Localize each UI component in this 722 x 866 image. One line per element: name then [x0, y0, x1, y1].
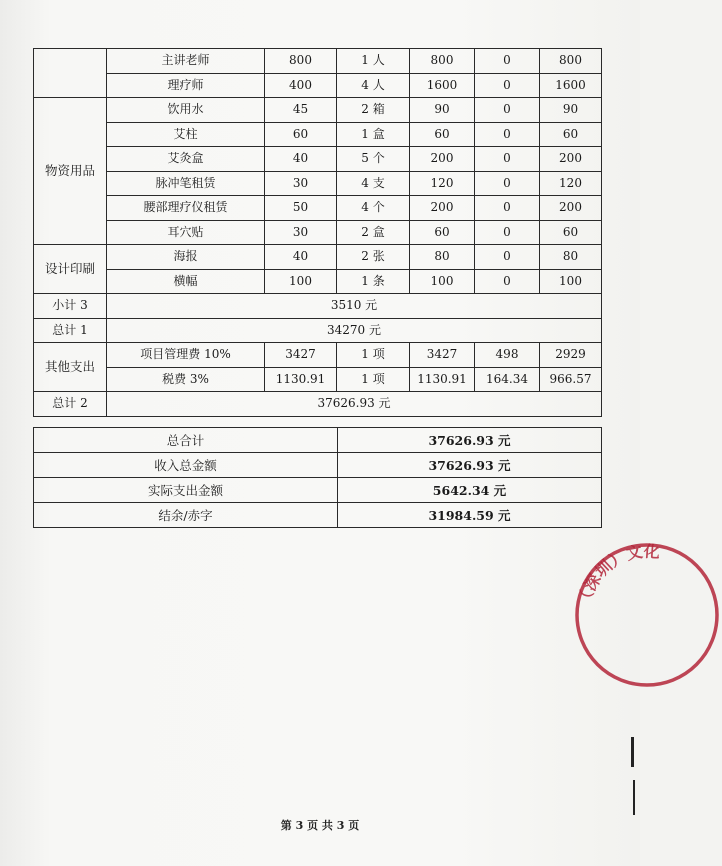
scan-edge-mark [631, 737, 634, 767]
deduction: 0 [475, 245, 540, 270]
total-value: 37626.93 元 [107, 392, 602, 417]
quantity: 2 盒 [337, 220, 410, 245]
item-name: 理疗师 [107, 73, 265, 98]
group-cell-personnel [34, 49, 107, 98]
deduction: 0 [475, 269, 540, 294]
total: 200 [540, 196, 602, 221]
unit-price: 60 [265, 122, 337, 147]
unit-price: 3427 [265, 343, 337, 368]
amount: 60 [410, 220, 475, 245]
amount: 80 [410, 245, 475, 270]
total-label: 总计 1 [34, 318, 107, 343]
item-name: 海报 [107, 245, 265, 270]
quantity: 1 盒 [337, 122, 410, 147]
item-name: 税费 3% [107, 367, 265, 392]
deduction: 0 [475, 171, 540, 196]
summary-row [34, 428, 602, 453]
unit-price: 800 [265, 49, 337, 74]
deduction: 164.34 [475, 367, 540, 392]
table-row [34, 367, 602, 392]
table-row [34, 98, 602, 123]
total: 80 [540, 245, 602, 270]
summary-value: 37626.93 元 [338, 428, 602, 453]
seal-text: （深圳）文化 [574, 541, 661, 609]
summary-label: 总合计 [34, 428, 338, 453]
quantity: 2 箱 [337, 98, 410, 123]
item-name: 项目管理费 10% [107, 343, 265, 368]
quantity: 4 人 [337, 73, 410, 98]
total: 966.57 [540, 367, 602, 392]
table-row [34, 147, 602, 172]
amount: 200 [410, 196, 475, 221]
scan-edge-mark [633, 780, 635, 815]
summary-table [33, 427, 602, 528]
deduction: 0 [475, 196, 540, 221]
total: 800 [540, 49, 602, 74]
quantity: 4 个 [337, 196, 410, 221]
svg-text:（深圳）文化 [574, 542, 660, 609]
quantity: 2 张 [337, 245, 410, 270]
unit-price: 100 [265, 269, 337, 294]
quantity: 4 支 [337, 171, 410, 196]
quantity: 1 条 [337, 269, 410, 294]
total: 2929 [540, 343, 602, 368]
table-row [34, 171, 602, 196]
total-row [34, 392, 602, 417]
deduction: 0 [475, 147, 540, 172]
unit-price: 1130.91 [265, 367, 337, 392]
unit-price: 45 [265, 98, 337, 123]
summary-row [34, 503, 602, 528]
summary-value: 31984.59 元 [338, 503, 602, 528]
amount: 60 [410, 122, 475, 147]
table-row [34, 122, 602, 147]
table-row [34, 73, 602, 98]
total-label: 总计 2 [34, 392, 107, 417]
item-name: 饮用水 [107, 98, 265, 123]
unit-price: 30 [265, 220, 337, 245]
amount: 90 [410, 98, 475, 123]
table-row [34, 196, 602, 221]
deduction: 498 [475, 343, 540, 368]
item-name: 脉冲笔租赁 [107, 171, 265, 196]
subtotal-label: 小计 3 [34, 294, 107, 319]
amount: 3427 [410, 343, 475, 368]
summary-label: 实际支出金额 [34, 478, 338, 503]
company-seal-stamp [572, 540, 722, 690]
amount: 200 [410, 147, 475, 172]
item-name: 腰部理疗仪租赁 [107, 196, 265, 221]
unit-price: 40 [265, 147, 337, 172]
quantity: 1 人 [337, 49, 410, 74]
deduction: 0 [475, 73, 540, 98]
amount: 100 [410, 269, 475, 294]
unit-price: 40 [265, 245, 337, 270]
subtotal-value: 3510 元 [107, 294, 602, 319]
summary-label: 结余/赤字 [34, 503, 338, 528]
total: 100 [540, 269, 602, 294]
item-name: 主讲老师 [107, 49, 265, 74]
group-label-materials: 物资用品 [34, 98, 107, 245]
total-value: 34270 元 [107, 318, 602, 343]
total: 60 [540, 220, 602, 245]
deduction: 0 [475, 98, 540, 123]
quantity: 1 项 [337, 343, 410, 368]
subtotal-row [34, 294, 602, 319]
item-name: 艾灸盒 [107, 147, 265, 172]
deduction: 0 [475, 49, 540, 74]
total: 90 [540, 98, 602, 123]
deduction: 0 [475, 122, 540, 147]
table-row [34, 49, 602, 74]
total: 120 [540, 171, 602, 196]
summary-row [34, 478, 602, 503]
amount: 1130.91 [410, 367, 475, 392]
total: 200 [540, 147, 602, 172]
table-row [34, 343, 602, 368]
table-row [34, 220, 602, 245]
amount: 1600 [410, 73, 475, 98]
deduction: 0 [475, 220, 540, 245]
amount: 120 [410, 171, 475, 196]
group-label-other: 其他支出 [34, 343, 107, 392]
unit-price: 400 [265, 73, 337, 98]
quantity: 1 项 [337, 367, 410, 392]
total: 60 [540, 122, 602, 147]
budget-table [33, 48, 602, 417]
total: 1600 [540, 73, 602, 98]
quantity: 5 个 [337, 147, 410, 172]
summary-value: 5642.34 元 [338, 478, 602, 503]
item-name: 耳穴贴 [107, 220, 265, 245]
page-footer: 第 3 页 共 3 页 [280, 819, 360, 832]
unit-price: 30 [265, 171, 337, 196]
total-row [34, 318, 602, 343]
summary-value: 37626.93 元 [338, 453, 602, 478]
table-row [34, 269, 602, 294]
group-label-printing: 设计印刷 [34, 245, 107, 294]
summary-label: 收入总金额 [34, 453, 338, 478]
item-name: 艾柱 [107, 122, 265, 147]
table-row [34, 245, 602, 270]
amount: 800 [410, 49, 475, 74]
item-name: 横幅 [107, 269, 265, 294]
unit-price: 50 [265, 196, 337, 221]
summary-row [34, 453, 602, 478]
